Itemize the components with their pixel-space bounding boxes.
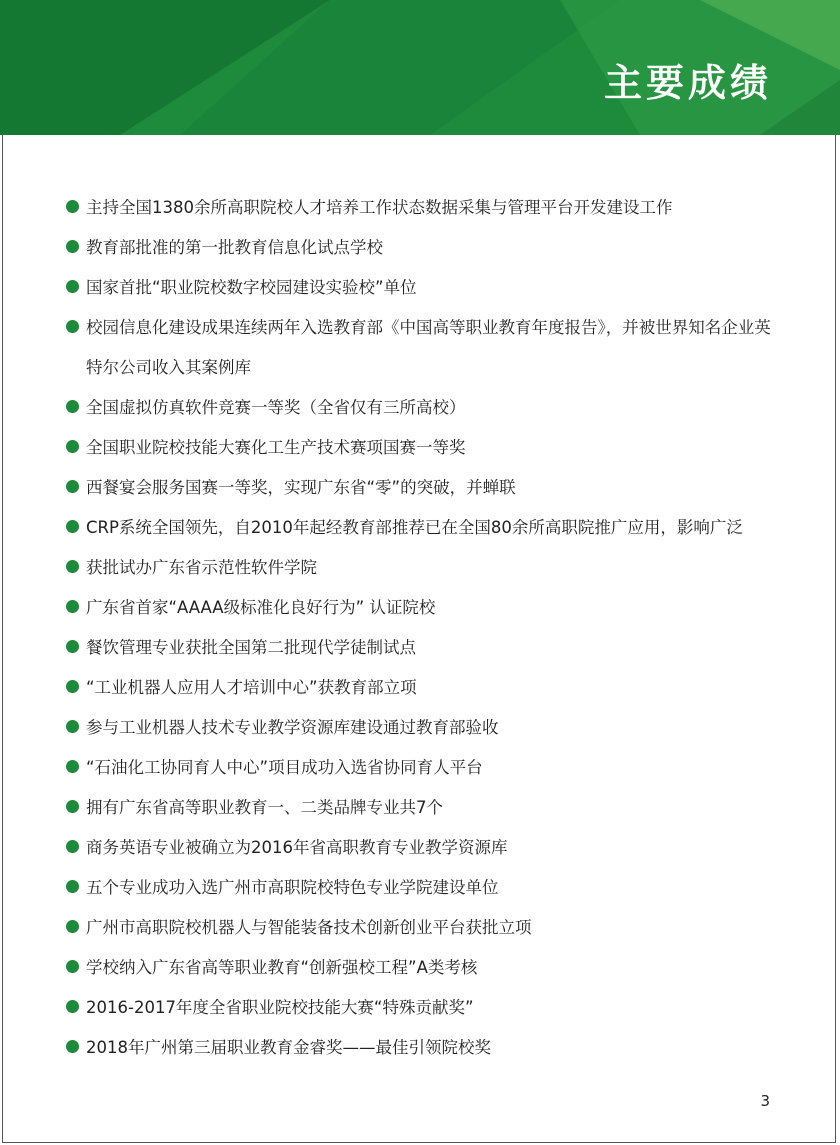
header-banner [0,0,840,135]
bullet-icon [66,240,79,253]
bullet-icon [66,1000,79,1013]
bullet-icon [66,600,79,613]
bullet-icon [66,1040,79,1053]
bullet-icon [66,640,79,653]
bullet-icon [66,920,79,933]
page-number: 3 [760,1092,770,1110]
bullet-icon [66,320,79,333]
bullet-icon [66,840,79,853]
bullet-icon [66,960,79,973]
bullet-icon [66,440,79,453]
bullet-icon [66,400,79,413]
bullet-icon [66,480,79,493]
bullet-icon [66,800,79,813]
bullet-icon [66,680,79,693]
bullet-icon [66,720,79,733]
bullet-icon [66,520,79,533]
bullet-icon [66,880,79,893]
bullet-icon [66,200,79,213]
bullet-icon [66,280,79,293]
bullet-icon [66,760,79,773]
bullet-icon [66,560,79,573]
page-title: 主要成绩 [603,61,772,105]
